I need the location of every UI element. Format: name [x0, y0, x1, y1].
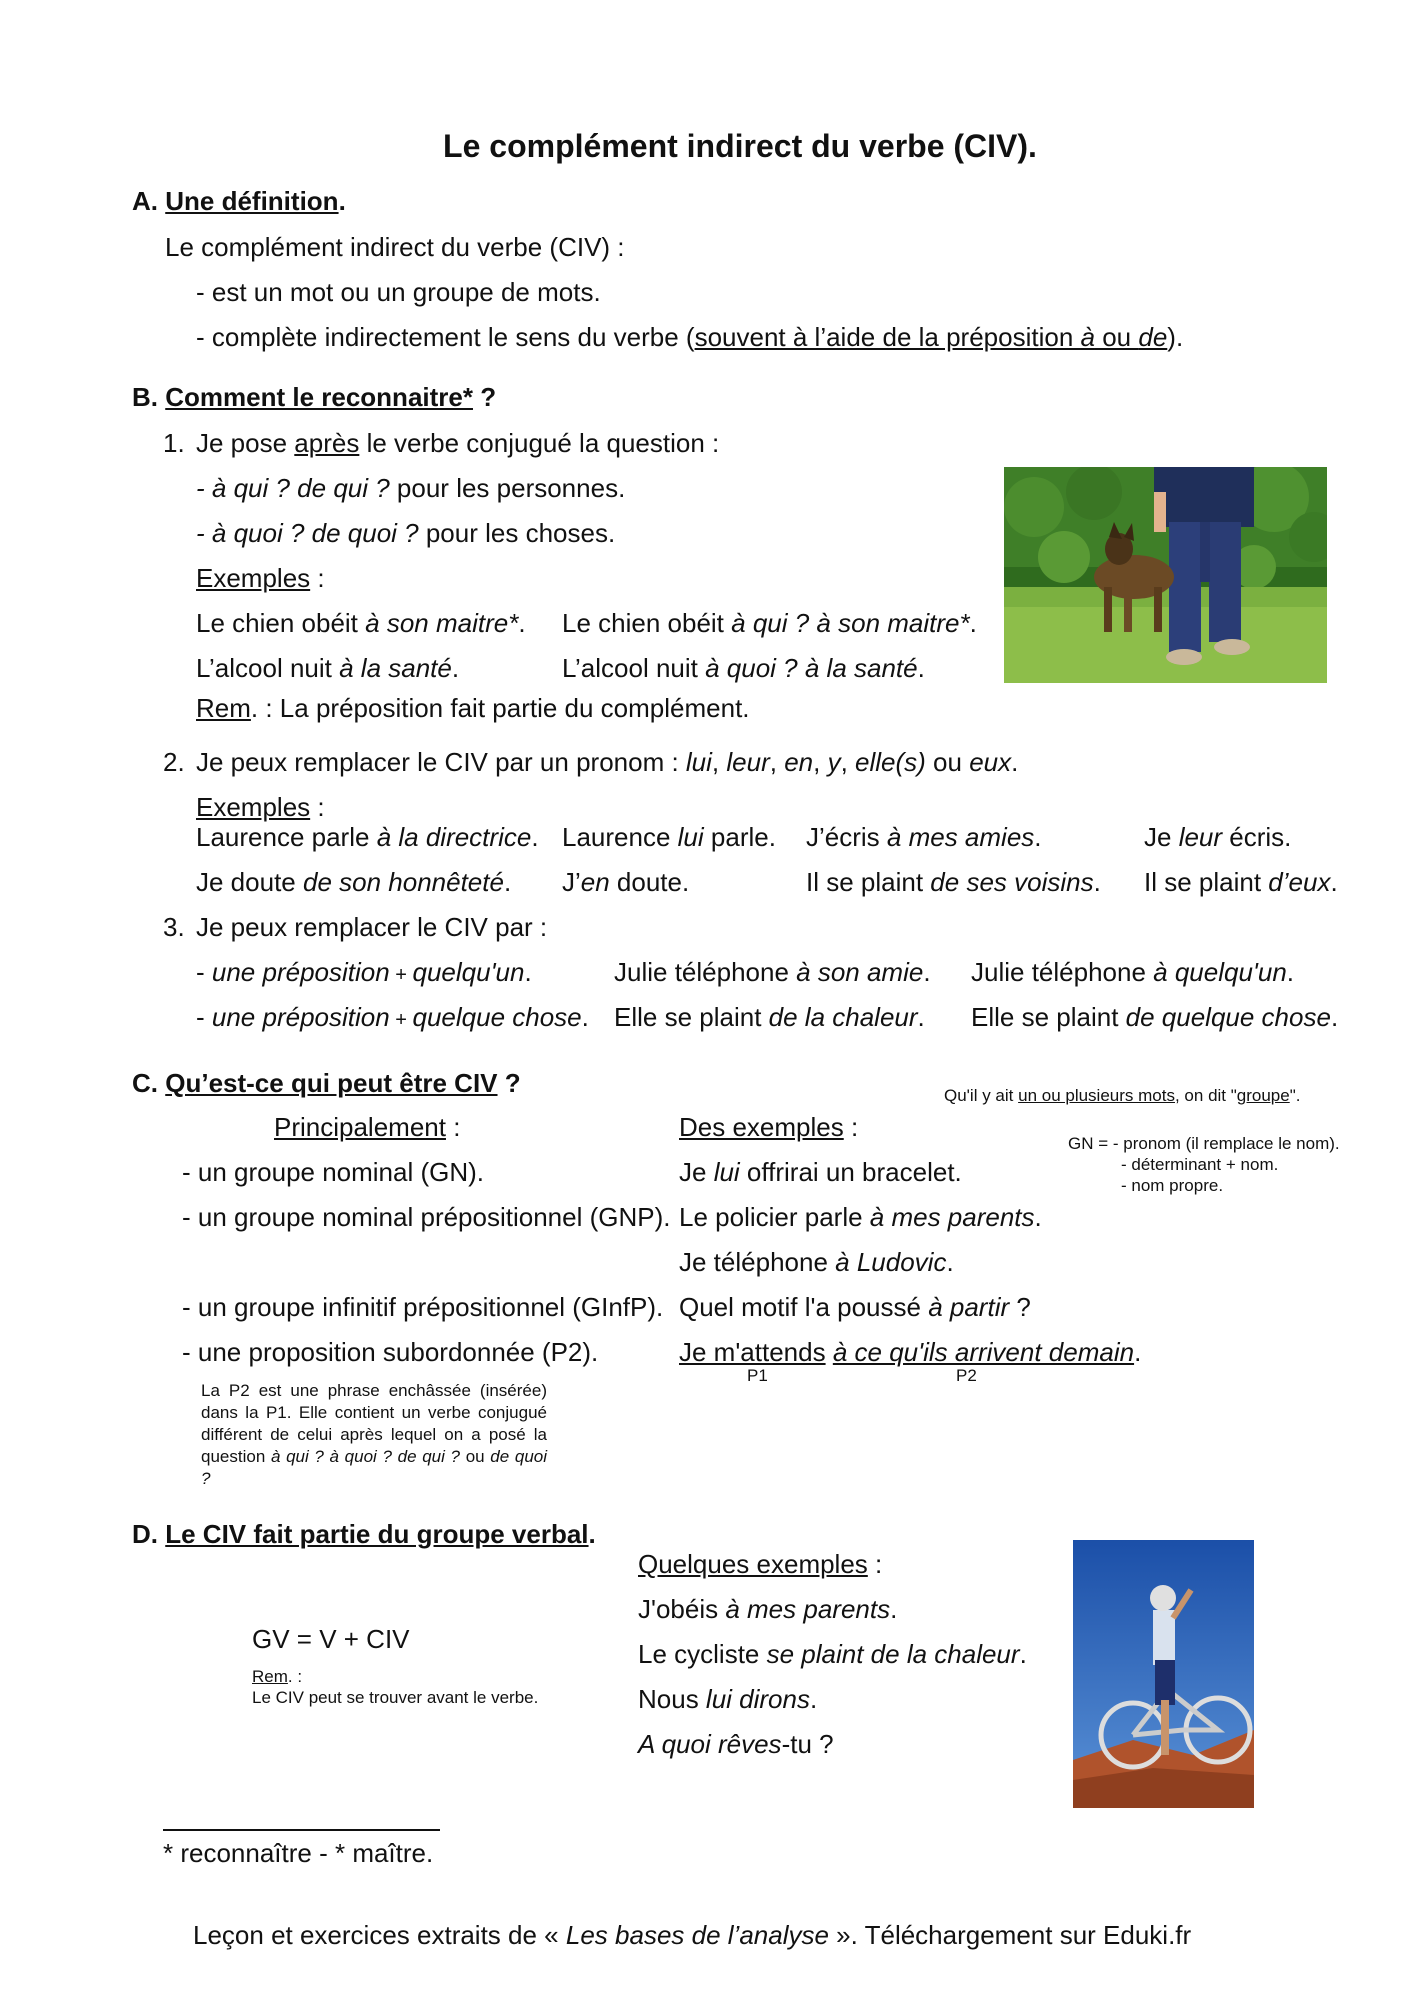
civ-type-ginfp: - un groupe infinitif prépositionnel (GInfP).	[182, 1292, 664, 1322]
pronoun-example: Il se plaint de ses voisins.	[806, 867, 1101, 897]
pronoun-example: Laurence parle à la directrice.	[196, 822, 539, 852]
examples-label-1: Exemples :	[196, 563, 325, 593]
civ-example-p2: Je m'attends à ce qu'ils arrivent demain.	[679, 1337, 1142, 1367]
replace-something: - une préposition + quelque chose.	[196, 1002, 589, 1032]
page-title: Le complément indirect du verbe (CIV).	[443, 128, 1037, 164]
p2-definition-note: La P2 est une phrase enchâssée (insérée) dans la P1. Elle contient un verbe conjugué différent de celui après lequel on a posé la question à qui ? à quoi ? de qui ? ou de quoi ?	[201, 1381, 548, 1488]
replace-someone: - une préposition + quelqu'un.	[196, 957, 532, 987]
gv-example-4: A quoi rêves-tu ?	[638, 1729, 834, 1759]
p1-label: P1	[747, 1366, 768, 1385]
step-1-number: 1.	[163, 428, 185, 458]
column-principalement: Principalement :	[274, 1112, 461, 1142]
civ-type-p2: - une proposition subordonnée (P2).	[182, 1337, 599, 1367]
section-d-heading: D. Le CIV fait partie du groupe verbal.	[132, 1519, 596, 1549]
replace-example-4: Elle se plaint de quelque chose.	[971, 1002, 1339, 1032]
replace-example-2: Julie téléphone à quelqu'un.	[971, 957, 1295, 987]
step-3-number: 3.	[163, 912, 185, 942]
civ-type-gn: - un groupe nominal (GN).	[182, 1157, 485, 1187]
example-2a: L’alcool nuit à la santé.	[196, 653, 460, 683]
footnote: * reconnaître - * maître.	[163, 1838, 434, 1868]
section-a-item-2: - complète indirectement le sens du verbe (souvent à l’aide de la préposition à ou de).	[196, 322, 1184, 352]
remark-preposition: Rem. : La préposition fait partie du complément.	[196, 693, 750, 723]
footnote-separator	[163, 1829, 440, 1831]
remark-text: Le CIV peut se trouver avant le verbe.	[252, 1688, 539, 1707]
section-c-heading: C. Qu’est-ce qui peut être CIV ?	[132, 1068, 521, 1098]
gv-example-1: J'obéis à mes parents.	[638, 1594, 898, 1624]
example-2b: L’alcool nuit à quoi ? à la santé.	[562, 653, 925, 683]
footer-credit: Leçon et exercices extraits de « Les bases de l’analyse ». Téléchargement sur Eduki.fr	[193, 1920, 1192, 1950]
step-1-text: Je pose après le verbe conjugué la question :	[196, 428, 720, 458]
step-1-things: - à quoi ? de quoi ? pour les choses.	[196, 518, 616, 548]
section-a-item-1: - est un mot ou un groupe de mots.	[196, 277, 601, 307]
replace-example-1: Julie téléphone à son amie.	[614, 957, 931, 987]
p2-label: P2	[956, 1366, 977, 1385]
pronoun-example: Laurence lui parle.	[562, 822, 776, 852]
example-1a: Le chien obéit à son maitre*.	[196, 608, 526, 638]
section-b-heading: B. Comment le reconnaitre* ?	[132, 382, 497, 412]
examples-label-2: Exemples :	[196, 792, 325, 822]
section-a-intro: Le complément indirect du verbe (CIV) :	[165, 232, 625, 262]
pronoun-example: Je leur écris.	[1144, 822, 1292, 852]
gn-definition-3: - nom propre.	[1121, 1176, 1224, 1195]
pronoun-example: J’écris à mes amies.	[806, 822, 1042, 852]
dog-and-trainer-photo	[1004, 467, 1327, 683]
civ-example-gnp-1: Le policier parle à mes parents.	[679, 1202, 1042, 1232]
cyclist-photo-illustration	[1073, 1540, 1254, 1808]
gv-formula: GV = V + CIV	[252, 1624, 410, 1654]
pronoun-example: Je doute de son honnêteté.	[196, 867, 512, 897]
civ-example-gn: Je lui offrirai un bracelet.	[679, 1157, 962, 1187]
cyclist-photo	[1073, 1540, 1254, 1808]
quelques-exemples-label: Quelques exemples :	[638, 1549, 883, 1579]
gv-example-2: Le cycliste se plaint de la chaleur.	[638, 1639, 1027, 1669]
gv-example-3: Nous lui dirons.	[638, 1684, 818, 1714]
replace-example-3: Elle se plaint de la chaleur.	[614, 1002, 925, 1032]
civ-example-gnp-2: Je téléphone à Ludovic.	[679, 1247, 954, 1277]
example-1b: Le chien obéit à qui ? à son maitre*.	[562, 608, 977, 638]
pronoun-example: Il se plaint d’eux.	[1144, 867, 1338, 897]
gn-definition-1: GN = - pronom (il remplace le nom).	[1068, 1134, 1340, 1153]
dog-photo-illustration	[1004, 467, 1327, 683]
remark-label: Rem. :	[252, 1667, 303, 1686]
civ-type-gnp: - un groupe nominal prépositionnel (GNP).	[182, 1202, 671, 1232]
step-3-text: Je peux remplacer le CIV par :	[196, 912, 548, 942]
step-2-number: 2.	[163, 747, 185, 777]
step-1-persons: - à qui ? de qui ? pour les personnes.	[196, 473, 626, 503]
column-exemples: Des exemples :	[679, 1112, 859, 1142]
civ-example-ginfp: Quel motif l'a poussé à partir ?	[679, 1292, 1031, 1322]
group-note: Qu'il y ait un ou plusieurs mots, on dit "groupe".	[944, 1086, 1301, 1105]
step-2-text: Je peux remplacer le CIV par un pronom : lui, leur, en, y, elle(s) ou eux.	[196, 747, 1019, 777]
section-a-heading: A. Une définition.	[132, 186, 346, 216]
gn-definition-2: - déterminant + nom.	[1121, 1155, 1279, 1174]
pronoun-example: J’en doute.	[562, 867, 690, 897]
